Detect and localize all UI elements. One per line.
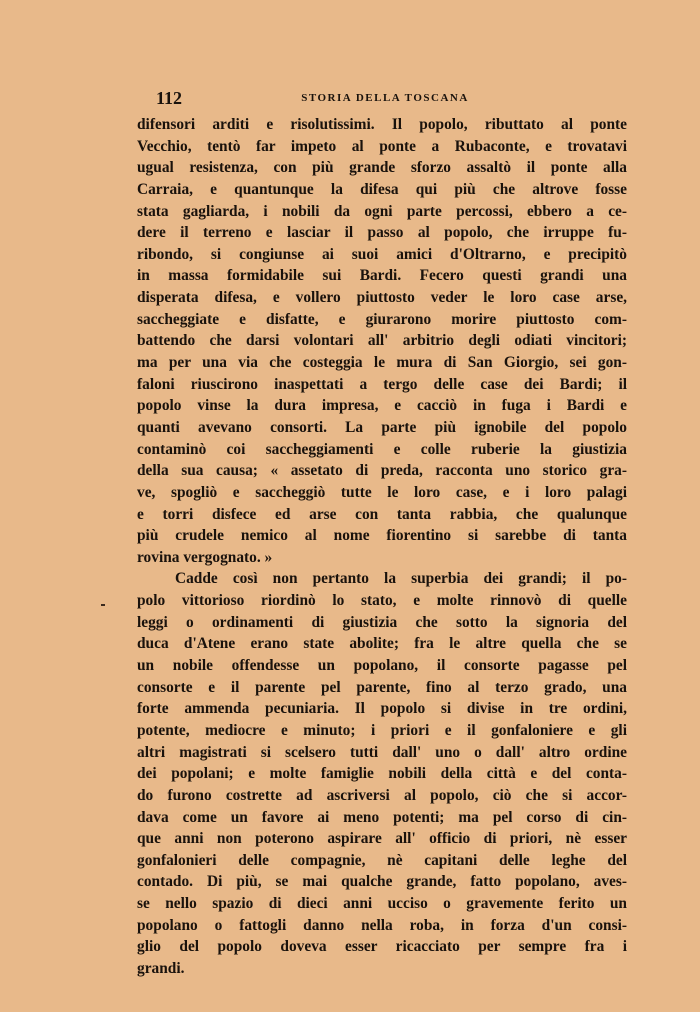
text-line: se nello spazio di dieci anni ucciso o gravemente ferito un: [137, 895, 627, 913]
text-line: difensori arditi e risolutissimi. Il popolo, ributtato al ponte: [137, 116, 627, 133]
text-line: contado. Di più, se mai qualche grande, fatto popolano, aves-: [137, 873, 627, 891]
text-line: duca d'Atene erano state abolite; fra le altre quella che se: [137, 635, 627, 653]
text-line: potente, mediocre e minuto; i priori e il gonfaloniere e gli: [137, 721, 627, 739]
body-text: [137, 114, 627, 980]
text-line: altri magistrati si scelsero tutti dall' uno o dall' altro ordine: [137, 743, 627, 761]
text-line: forte ammenda pecuniaria. Il popolo si divise in tre ordini,: [137, 700, 627, 718]
text-line: dei popolani; e molte famiglie nobili della città e del conta-: [137, 765, 627, 783]
text-line: ugual resistenza, con più grande sforzo assaltò il ponte alla: [137, 159, 627, 177]
text-line: popolano o fattogli danno nella roba, in forza d'un consi-: [137, 916, 627, 934]
text-line: dere il terreno e lasciar il passo al popolo, che irruppe fu-: [137, 224, 627, 242]
text-line: quanti avevano consorti. La parte più ignobile del popolo: [137, 418, 627, 436]
text-line: rovina vergognato. »: [137, 548, 273, 566]
text-line: saccheggiate e disfatte, e giurarono morire piuttosto com-: [137, 310, 627, 328]
text-line: ribondo, si congiunse ai suoi amici d'Oltrarno, e precipitò: [137, 245, 627, 263]
text-line: in massa formidabile sui Bardi. Fecero questi grandi una: [137, 267, 627, 285]
text-line: un nobile offendesse un popolano, il consorte pagasse pel: [137, 657, 627, 675]
text-line: polo vittorioso riordinò lo stato, e molte rinnovò di quelle: [137, 592, 627, 610]
text-line: leggi o ordinamenti di giustizia che sotto la signoria del: [137, 613, 627, 631]
paragraph-start-line: Cadde così non pertanto la superbia dei grandi; il po-: [175, 570, 627, 588]
text-line: battendo che darsi volontari all' arbitrio degli odiati vincitori;: [137, 332, 627, 350]
text-line: dava come un favore ai meno potenti; ma pel corso di cin-: [137, 808, 627, 826]
text-line: grandi.: [137, 959, 185, 977]
text-line: e torri disfece ed arse con tanta rabbia, che qualunque: [137, 505, 627, 523]
text-line: do furono costrette ad ascriversi al popolo, ciò che si accor-: [137, 786, 627, 804]
text-line: stata gagliarda, i nobili da ogni parte percossi, ebbero a ce-: [137, 202, 627, 220]
text-line: popolo vinse la dura impresa, e cacciò in fuga i Bardi e: [137, 397, 627, 415]
text-line: Carraia, e quantunque la difesa qui più che altrove fosse: [137, 180, 627, 198]
running-title: STORIA DELLA TOSCANA: [301, 92, 469, 104]
margin-mark: [101, 604, 105, 606]
text-line: consorte e il parente pel parente, fino al terzo grado, una: [137, 678, 627, 696]
text-line: disperata difesa, e vollero piuttosto veder le loro case arse,: [137, 289, 627, 307]
text-line: ma per una via che costeggia le mura di San Giorgio, sei gon-: [137, 354, 627, 372]
text-line: della sua causa; « assetato di preda, racconta uno storico gra-: [137, 462, 627, 480]
text-line: più crudele nemico al nome fiorentino si sarebbe di tanta: [137, 527, 627, 545]
page-number: 112: [156, 88, 183, 108]
text-line: ve, spogliò e saccheggiò tutte le loro case, e i loro palagi: [137, 483, 627, 501]
text-line: Vecchio, tentò far impeto al ponte a Rubaconte, e trovatavi: [137, 137, 627, 155]
text-line: gonfalonieri delle compagnie, nè capitani delle leghe del: [137, 851, 627, 869]
text-line: glio del popolo doveva esser ricacciato per sempre fra i: [137, 938, 627, 956]
page-header: [142, 88, 628, 110]
text-line: faloni riuscirono inaspettati a tergo delle case dei Bardi; il: [137, 375, 627, 393]
text-line: que anni non poterono aspirare all' officio di priori, nè esser: [137, 830, 627, 848]
text-line: contaminò coi saccheggiamenti e colle ruberie la giustizia: [137, 440, 627, 458]
